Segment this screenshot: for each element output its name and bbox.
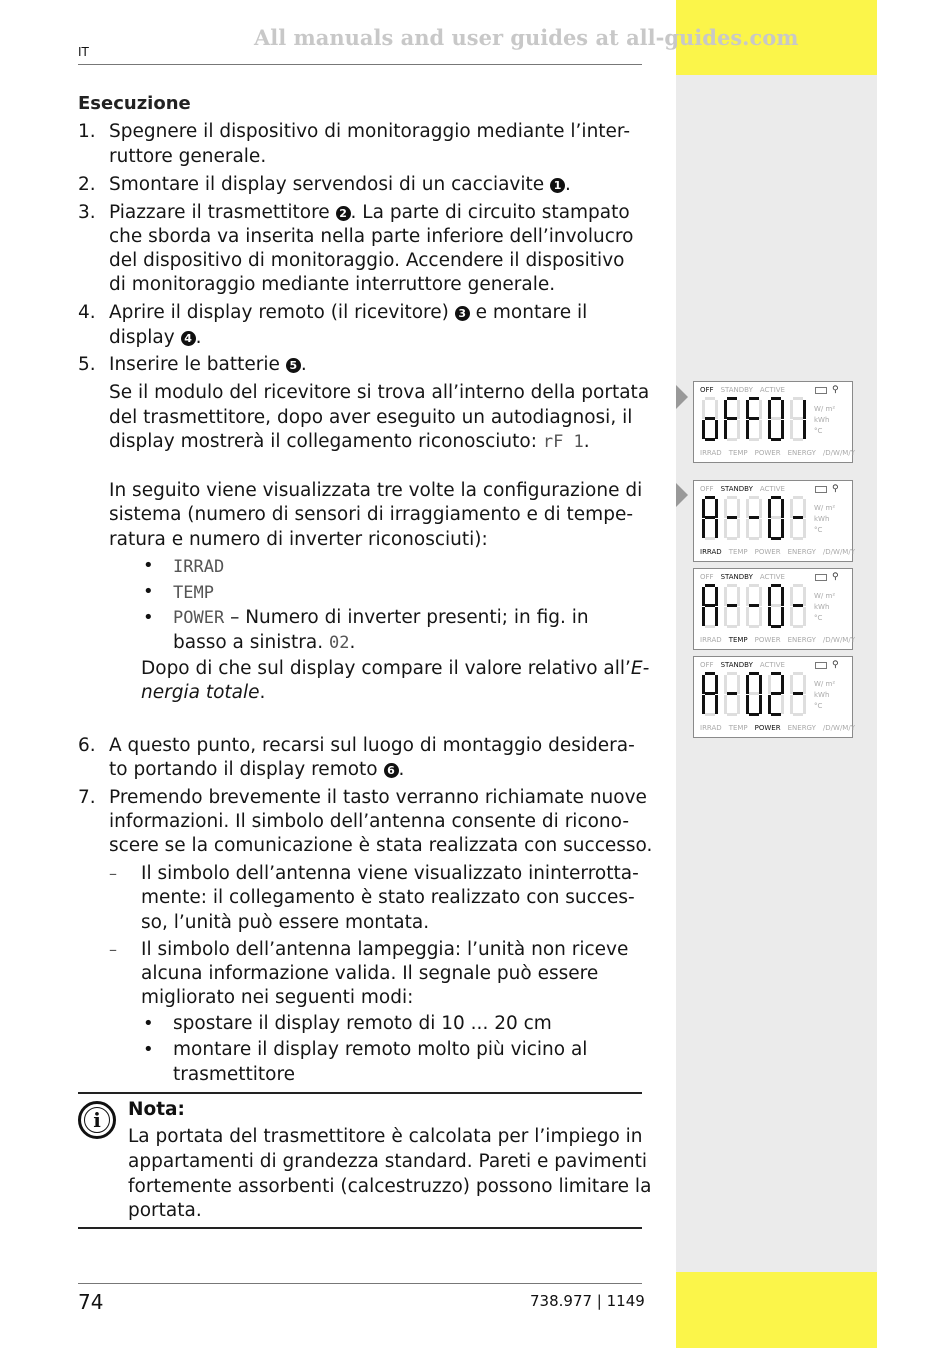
step-text: Piazzare il trasmettitore 2 . La parte di circuito stampato — [109, 202, 630, 223]
step-number: 2. — [78, 174, 96, 195]
yellow-footer-tab — [676, 1272, 877, 1348]
step-text: trasmettitore — [173, 1064, 296, 1085]
lcd-units: W/ m² kWh °C — [814, 680, 836, 710]
step-text: In seguito viene visualizzata tre volte la configurazione di — [109, 480, 643, 501]
step-text: Aprire il display remoto (il ricevitore) 3 e montare il — [109, 302, 588, 323]
step-text: del trasmettitore, dopo aver eseguito un autodiagnosi, il — [109, 407, 633, 428]
step-text: ruttore generale. — [109, 146, 267, 167]
step-text: informazioni. Il simbolo dell’antenna consente di ricono- — [109, 811, 629, 832]
step-text: montare il display remoto molto più vicino al — [173, 1039, 588, 1060]
note-text: fortemente assorbenti (calcestruzzo) possono limitare la — [128, 1176, 652, 1197]
step-text: Premendo brevemente il tasto verranno richiamate nuove — [109, 787, 647, 808]
note-title: Nota: — [128, 1099, 185, 1120]
step-text: Il simbolo dell’antenna viene visualizzato ininterrotta- — [141, 863, 639, 884]
lcd-readout — [700, 494, 810, 544]
bullet-icon: • — [143, 1013, 154, 1034]
lcd-display — [693, 381, 853, 463]
bullet-icon: • — [143, 607, 154, 628]
lcd-status-labels: OFF STANDBY ACTIVE — [700, 386, 785, 394]
step-text: Il simbolo dell’antenna lampeggia: l’unità non riceve — [141, 939, 629, 960]
ref-number-icon: 3 — [455, 306, 470, 321]
step-number: 6. — [78, 735, 96, 756]
lcd-mode-labels: IRRAD TEMP POWER ENERGY /D/W/M/Y — [700, 724, 855, 732]
ref-number-icon: 5 — [286, 358, 301, 373]
dash-icon: – — [109, 864, 117, 883]
display-code: TEMP — [173, 583, 214, 603]
step-text: Se il modulo del ricevitore si trova all’interno della portata — [109, 382, 650, 403]
note-text: La portata del trasmettitore è calcolata per l’impiego in — [128, 1126, 643, 1147]
note-top-rule — [78, 1092, 642, 1094]
lcd-status-labels: OFF STANDBY ACTIVE — [700, 485, 785, 493]
antenna-icon: ⚲ — [832, 484, 839, 494]
lcd-mode-labels: IRRAD TEMP POWER ENERGY /D/W/M/Y — [700, 636, 855, 644]
ref-number-icon: 2 — [336, 206, 351, 221]
antenna-icon: ⚲ — [832, 572, 839, 582]
lcd-status-labels: OFF STANDBY ACTIVE — [700, 573, 785, 581]
lcd-units: W/ m² kWh °C — [814, 592, 836, 622]
step-number: 4. — [78, 302, 96, 323]
lcd-readout — [700, 582, 810, 632]
ref-number-icon: 6 — [384, 763, 399, 778]
lcd-mode-labels: IRRAD TEMP POWER ENERGY /D/W/M/Y — [700, 548, 855, 556]
step-text: alcuna informazione valida. Il segnale può essere — [141, 963, 599, 984]
step-text: spostare il display remoto di 10 ... 20 cm — [173, 1013, 552, 1034]
display-code: IRRAD — [173, 557, 225, 577]
pointer-arrow-icon — [676, 483, 688, 507]
bullet-icon: • — [143, 581, 154, 602]
lcd-mode-labels: IRRAD TEMP POWER ENERGY /D/W/M/Y — [700, 449, 855, 457]
lcd-readout — [700, 670, 810, 720]
bullet-icon: • — [143, 1039, 154, 1060]
display-code: rF 1 — [542, 432, 584, 452]
step-text: ratura e numero di inverter riconosciuti): — [109, 529, 488, 550]
step-text: Spegnere il dispositivo di monitoraggio mediante l’inter- — [109, 121, 631, 142]
step-text: migliorato nei seguenti modi: — [141, 987, 414, 1008]
step-text: Inserire le batterie 5 . — [109, 354, 307, 375]
step-number: 7. — [78, 787, 96, 808]
battery-icon — [815, 387, 827, 394]
language-label: IT — [78, 45, 89, 59]
step-text: basso a sinistra. 02. — [173, 632, 356, 653]
step-text: nergia totale. — [141, 682, 266, 703]
step-text: so, l’unità può essere montata. — [141, 912, 430, 933]
lcd-display — [693, 568, 853, 650]
step-text: Smontare il display servendosi di un cacciavite 1 . — [109, 174, 571, 195]
lcd-units: W/ m² kWh °C — [814, 504, 836, 534]
step-text: scere se la comunicazione è stata realizzata con successo. — [109, 835, 653, 856]
footer-rule — [78, 1283, 642, 1284]
note-bottom-rule — [78, 1227, 642, 1229]
ref-number-icon: 1 — [550, 178, 565, 193]
step-text: to portando il display remoto 6 . — [109, 759, 405, 780]
lcd-readout — [700, 395, 810, 445]
step-number: 5. — [78, 354, 96, 375]
step-text: del dispositivo di monitoraggio. Accendere il dispositivo — [109, 250, 625, 271]
header-rule — [78, 64, 642, 65]
lcd-display — [693, 480, 853, 562]
document-number: 738.977 | 1149 — [530, 1292, 645, 1310]
battery-icon — [815, 486, 827, 493]
step-text: Dopo di che sul display compare il valore relativo all’E- — [141, 658, 650, 679]
section-heading: Esecuzione — [78, 93, 191, 114]
step-text: sistema (numero di sensori di irraggiamento e di tempe- — [109, 504, 634, 525]
step-text: di monitoraggio mediante interruttore generale. — [109, 274, 556, 295]
ref-number-icon: 4 — [181, 331, 196, 346]
battery-icon — [815, 574, 827, 581]
pointer-arrow-icon — [676, 385, 688, 409]
step-text: POWER – Numero di inverter presenti; in fig. in — [173, 607, 589, 628]
step-number: 1. — [78, 121, 96, 142]
bullet-icon: • — [143, 555, 154, 576]
page-number: 74 — [78, 1290, 104, 1314]
lcd-display — [693, 656, 853, 738]
step-text: che sborda va inserita nella parte inferiore dell’involucro — [109, 226, 634, 247]
lcd-status-labels: OFF STANDBY ACTIVE — [700, 661, 785, 669]
step-text: display mostrerà il collegamento riconosciuto: rF 1. — [109, 431, 590, 452]
step-number: 3. — [78, 202, 96, 223]
note-text: portata. — [128, 1200, 202, 1221]
lcd-units: W/ m² kWh °C — [814, 405, 836, 435]
antenna-icon: ⚲ — [832, 385, 839, 395]
watermark: All manuals and user guides at all-guides.com — [254, 25, 799, 50]
battery-icon — [815, 662, 827, 669]
note-text: appartamenti di grandezza standard. Pareti e pavimenti — [128, 1151, 647, 1172]
step-text: mente: il collegamento è stato realizzato con succes- — [141, 887, 635, 908]
info-icon: i — [78, 1101, 116, 1139]
dash-icon: – — [109, 940, 117, 959]
step-text: A questo punto, recarsi sul luogo di montaggio desidera- — [109, 735, 635, 756]
step-text: display 4 . — [109, 327, 202, 348]
antenna-icon: ⚲ — [832, 660, 839, 670]
